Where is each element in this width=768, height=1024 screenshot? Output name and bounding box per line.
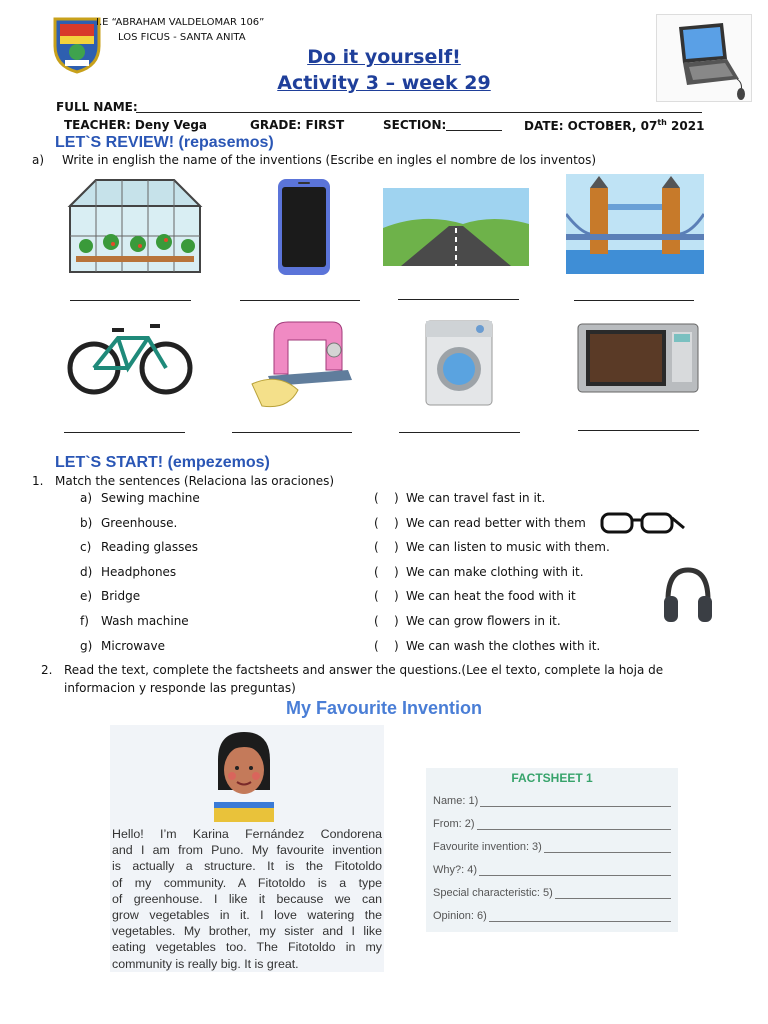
reading-line: vegetables. My brother, my sister and I like [112, 924, 382, 939]
sewing-machine-picture [248, 314, 354, 417]
match-right-sentence: We can heat the food with it [406, 589, 576, 604]
match-answer-box[interactable]: ( ) [374, 589, 399, 604]
reading-line: Hello! I’m Karina Fernández Condorena [112, 827, 382, 841]
match-left-item: Microwave [101, 638, 165, 653]
factsheet-label: Special characteristic: 5) [433, 887, 553, 899]
bridge-picture [566, 174, 704, 279]
factsheet-row [433, 841, 671, 853]
factsheet-label: Opinion: 6) [433, 910, 487, 922]
factsheet-answer-line[interactable] [555, 888, 671, 899]
review-item-letter: a) [32, 153, 45, 167]
factsheet-row [433, 864, 671, 876]
match-right-sentence: We can read better with them [406, 515, 586, 530]
answer-line-1[interactable] [70, 300, 191, 301]
glasses-picture [598, 508, 686, 543]
greenhouse-picture [66, 176, 204, 281]
worksheet-subtitle: Activity 3 – week 29 [277, 72, 491, 94]
answer-line-3[interactable] [398, 299, 519, 300]
washing-machine-picture [424, 319, 494, 412]
date-prefix: DATE: OCTOBER, 07 [524, 119, 658, 133]
match-right-sentence: We can listen to music with them. [406, 540, 610, 555]
q2-line-2: informacion y responde las preguntas) [64, 681, 296, 695]
match-left-item: Sewing machine [101, 491, 200, 505]
factsheet-label: Name: 1) [433, 795, 479, 807]
reading-line: of greenhouse. I like it because we can [112, 891, 382, 906]
factsheet-label: Favourite invention: 3) [433, 841, 542, 853]
q2-line-1: Read the text, complete the factsheets and answer the questions.(Lee el texto, complete la hoja de [64, 663, 664, 677]
microwave-picture [576, 322, 700, 399]
review-heading: LET`S REVIEW! (repasemos) [55, 134, 274, 151]
match-left-item: Reading glasses [101, 540, 198, 555]
match-left-item: Headphones [101, 564, 177, 579]
match-answer-box[interactable]: ( ) [374, 491, 399, 505]
answer-line-8[interactable] [578, 430, 699, 431]
date-label [524, 118, 704, 133]
match-answer-box[interactable]: ( ) [374, 564, 399, 579]
factsheet-answer-line[interactable] [479, 865, 671, 876]
match-left-letter: d) [80, 564, 93, 579]
reading-line: is actually a structure. It is the Fitotoldo [112, 859, 382, 874]
reading-line: eating vegetables too. The Fitotoldo in my [112, 940, 382, 955]
factsheet-answer-line[interactable] [480, 796, 671, 807]
reading-text [112, 826, 382, 972]
factsheet-title: FACTSHEET 1 [511, 771, 593, 785]
match-right-sentence: We can wash the clothes with it. [406, 638, 601, 653]
match-left-item: Bridge [101, 589, 141, 604]
reading-line: of my community. A Fitotoldo is a type [112, 875, 382, 890]
factsheet-label: Why?: 4) [433, 864, 478, 876]
headphones-picture [662, 566, 714, 631]
factsheet-label: From: 2) [433, 818, 475, 830]
match-left-letter: a) [80, 491, 93, 505]
match-right-sentence: We can grow flowers in it. [406, 614, 561, 628]
match-left-letter: g) [80, 638, 93, 653]
answer-line-4[interactable] [574, 300, 694, 301]
match-answer-box[interactable]: ( ) [374, 638, 399, 653]
match-left-letter: e) [80, 589, 93, 604]
grade-label: GRADE: FIRST [250, 118, 345, 132]
q1-instruction: Match the sentences (Relaciona las oraciones) [55, 474, 335, 488]
answer-line-5[interactable] [64, 432, 185, 433]
reading-line: and I am from Puno. My favourite invention [112, 843, 382, 858]
factsheet-row [433, 795, 671, 807]
match-left-item: Greenhouse. [101, 515, 178, 530]
match-answer-box[interactable]: ( ) [374, 614, 399, 628]
factsheet-row [433, 818, 671, 830]
full-name-line[interactable] [136, 112, 702, 113]
start-heading: LET`S START! (empezemos) [55, 454, 270, 471]
match-left-item: Wash machine [101, 614, 189, 628]
match-right-sentence: We can travel fast in it. [406, 491, 546, 505]
section-line[interactable] [446, 130, 502, 131]
laptop-illustration [656, 14, 752, 102]
match-left-letter: b) [80, 515, 93, 530]
factsheet-answer-line[interactable] [477, 819, 671, 830]
answer-line-2[interactable] [240, 300, 360, 301]
teacher-label: TEACHER: Deny Vega [64, 118, 208, 132]
school-header [96, 15, 264, 45]
reading-line: community is really big. It is great. [112, 956, 299, 971]
reading-heading: My Favourite Invention [285, 698, 483, 718]
match-answer-box[interactable]: ( ) [374, 540, 399, 555]
factsheet-row [433, 910, 671, 922]
full-name-label: FULL NAME: [56, 100, 138, 114]
match-left-letter: f) [80, 614, 89, 628]
factsheet-row [433, 887, 671, 899]
q2-number: 2. [41, 663, 53, 677]
answer-line-7[interactable] [399, 432, 520, 433]
smartphone-picture [276, 177, 332, 282]
road-picture [383, 188, 529, 271]
worksheet-title: Do it yourself! [307, 46, 461, 68]
factsheet-answer-line[interactable] [544, 842, 671, 853]
match-left-letter: c) [80, 540, 92, 555]
review-instruction: Write in english the name of the inventions (Escribe en ingles el nombre de los inventos) [62, 153, 597, 167]
school-name: I.E “ABRAHAM VALDELOMAR 106” [96, 17, 265, 28]
reading-line: grow vegetables in it. I love watering the [112, 908, 382, 923]
q1-number: 1. [32, 474, 44, 488]
match-answer-box[interactable]: ( ) [374, 515, 399, 530]
section-label: SECTION: [383, 118, 447, 132]
match-right-sentence: We can make clothing with it. [406, 564, 584, 579]
school-location: LOS FICUS - SANTA ANITA [118, 32, 246, 43]
answer-line-6[interactable] [232, 432, 352, 433]
factsheet-answer-line[interactable] [489, 911, 671, 922]
date-suffix: 2021 [666, 119, 705, 133]
date-sup: th [657, 118, 667, 127]
bicycle-picture [66, 322, 196, 403]
girl-illustration [204, 730, 284, 827]
